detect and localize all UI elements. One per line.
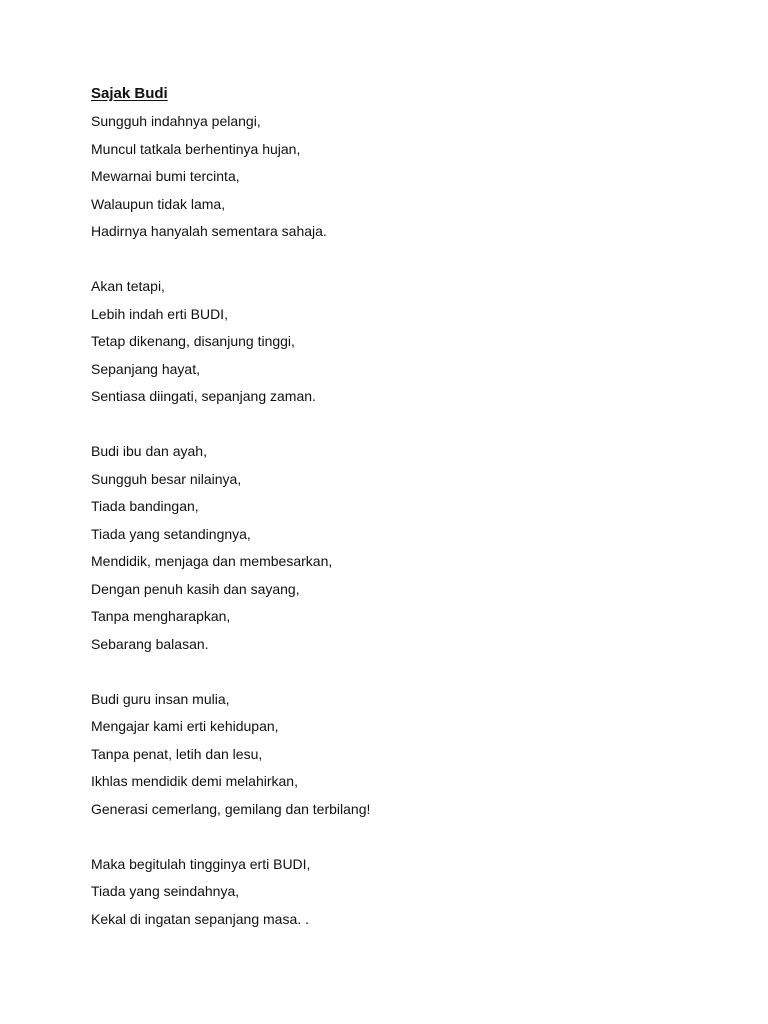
poem-line: Tetap dikenang, disanjung tinggi, (91, 333, 295, 349)
stanza-5 (91, 851, 691, 934)
stanza-4 (91, 686, 691, 824)
poem-line: Budi ibu dan ayah, (91, 443, 207, 459)
poem-line: Mendidik, menjaga dan membesarkan, (91, 553, 333, 569)
poem-title: Sajak Budi (91, 85, 168, 102)
stanza-gap (91, 246, 691, 274)
poem-line: Mengajar kami erti kehidupan, (91, 718, 279, 734)
poem-line: Akan tetapi, (91, 278, 165, 294)
stanza-gap (91, 823, 691, 851)
poem-line: Tiada yang seindahnya, (91, 883, 240, 899)
poem-line: Lebih indah erti BUDI, (91, 305, 228, 322)
poem-line: Tanpa mengharapkan, (91, 608, 231, 624)
stanza-3 (91, 438, 691, 658)
poem-line: Kekal di ingatan sepanjang masa. . (91, 910, 309, 927)
poem (91, 84, 691, 933)
poem-line: Dengan penuh kasih dan sayang, (91, 580, 300, 597)
stanza-1 (91, 108, 691, 246)
stanza-gap (91, 658, 691, 686)
poem-line: Hadirnya hanyalah sementara sahaja. (91, 223, 327, 239)
poem-line: Sentiasa diingati, sepanjang zaman. (91, 388, 316, 404)
poem-line: Sungguh indahnya pelangi, (91, 113, 261, 129)
poem-line: Sepanjang hayat, (91, 360, 200, 377)
poem-line: Sungguh besar nilainya, (91, 470, 242, 487)
poem-line: Tiada bandingan, (91, 498, 199, 514)
stanza-2 (91, 273, 691, 411)
poem-line: Generasi cemerlang, gemilang dan terbilang! (91, 800, 371, 817)
poem-line: Tiada yang setandingnya, (91, 525, 251, 542)
poem-line: Muncul tatkala berhentinya hujan, (91, 140, 301, 157)
poem-line: Mewarnai bumi tercinta, (91, 168, 240, 184)
poem-line: Walaupun tidak lama, (91, 195, 226, 212)
poem-line: Ikhlas mendidik demi melahirkan, (91, 773, 298, 789)
poem-line: Budi guru insan mulia, (91, 690, 230, 707)
poem-line: Maka begitulah tingginya erti BUDI, (91, 855, 311, 872)
stanza-gap (91, 411, 691, 439)
poem-line: Sebarang balasan. (91, 635, 209, 652)
poem-line: Tanpa penat, letih dan lesu, (91, 745, 263, 762)
